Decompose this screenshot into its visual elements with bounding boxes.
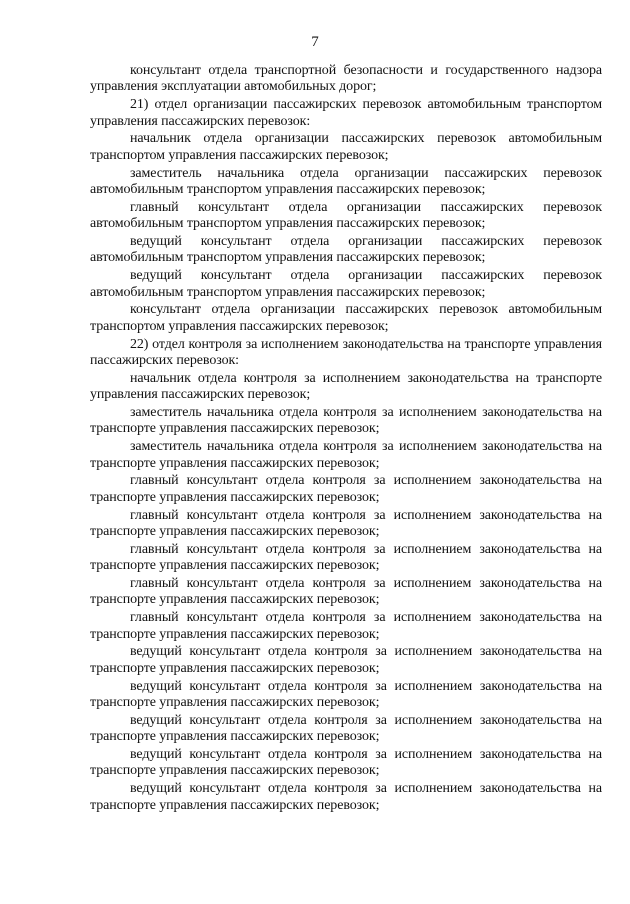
paragraph: ведущий консультант отдела контроля за исполнением законодательства на транспорте управления пассажирских перевозок; — [90, 678, 602, 711]
paragraph: ведущий консультант отдела организации пассажирских перевозок автомобильным транспортом управления пассажирских перевозок; — [90, 234, 602, 266]
paragraph: начальник отдела организации пассажирских перевозок автомобильным транспортом управления пассажирских перевозок; — [90, 131, 602, 163]
paragraph: ведущий консультант отдела контроля за исполнением законодательства на транспорте управления пассажирских перевозок; — [90, 712, 602, 745]
document-body — [90, 63, 602, 815]
paragraph: ведущий консультант отдела контроля за исполнением законодательства на транспорте управления пассажирских перевозок; — [90, 781, 602, 813]
paragraph: главный консультант отдела контроля за исполнением законодательства на транспорте управления пассажирских перевозок; — [90, 610, 602, 642]
paragraph: главный консультант отдела организации пассажирских перевозок автомобильным транспортом управления пассажирских перевозок; — [90, 199, 602, 232]
paragraph: главный консультант отдела контроля за исполнением законодательства на транспорте управления пассажирских перевозок; — [90, 507, 602, 540]
paragraph: 21) отдел организации пассажирских перевозок автомобильным транспортом управления пассажирских перевозок: — [90, 97, 602, 129]
paragraph: начальник отдела контроля за исполнением законодательства на транспорте управления пассажирских перевозок; — [90, 370, 602, 403]
paragraph: ведущий консультант отдела организации пассажирских перевозок автомобильным транспортом управления пассажирских перевозок; — [90, 268, 602, 300]
paragraph: заместитель начальника отдела контроля за исполнением законодательства на транспорте управления пассажирских перевозок; — [90, 439, 602, 471]
paragraph: заместитель начальника отдела организации пассажирских перевозок автомобильным транспортом управления пассажирских перевозок; — [90, 165, 602, 198]
page-number: 7 — [311, 34, 319, 50]
paragraph: заместитель начальника отдела контроля за исполнением законодательства на транспорте управления пассажирских перевозок; — [90, 405, 602, 437]
paragraph: консультант отдела организации пассажирских перевозок автомобильным транспортом управления пассажирских перевозок; — [90, 302, 602, 334]
paragraph: главный консультант отдела контроля за исполнением законодательства на транспорте управления пассажирских перевозок; — [90, 473, 602, 505]
paragraph: главный консультант отдела контроля за исполнением законодательства на транспорте управления пассажирских перевозок; — [90, 576, 602, 608]
paragraph: ведущий консультант отдела контроля за исполнением законодательства на транспорте управления пассажирских перевозок; — [90, 644, 602, 676]
paragraph: ведущий консультант отдела контроля за исполнением законодательства на транспорте управления пассажирских перевозок; — [90, 747, 602, 779]
paragraph: консультант отдела транспортной безопасности и государственного надзора управления эксплуатации автомобильных дорог; — [90, 63, 602, 95]
paragraph: 22) отдел контроля за исполнением законодательства на транспорте управления пассажирских перевозок: — [90, 336, 602, 369]
paragraph: главный консультант отдела контроля за исполнением законодательства на транспорте управления пассажирских перевозок; — [90, 541, 602, 574]
